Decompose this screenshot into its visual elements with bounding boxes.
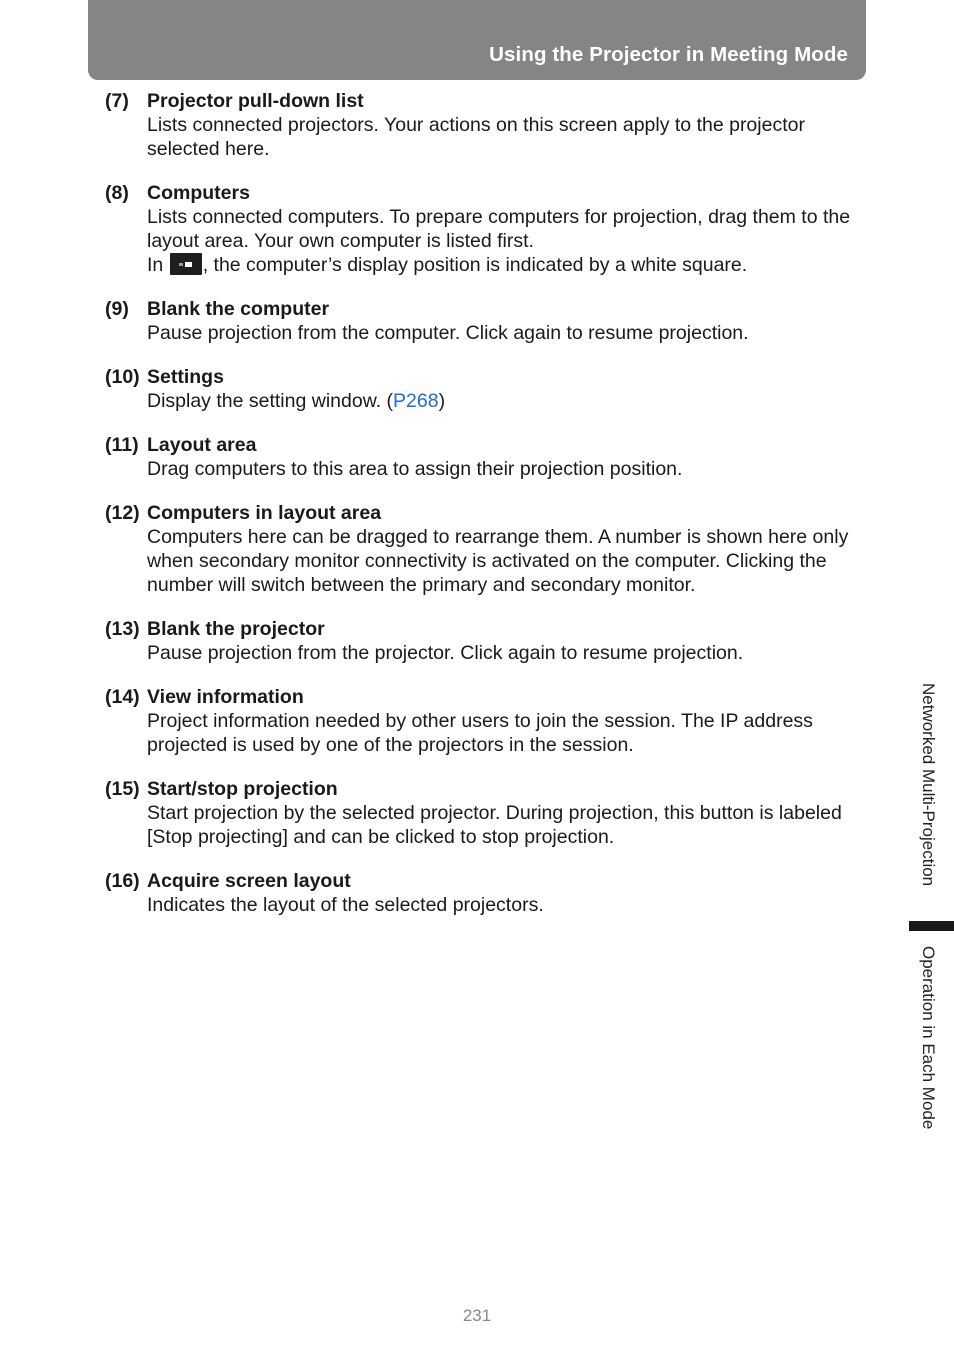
item-13 [105,617,855,665]
item-title: View information [147,686,304,708]
item-number: (9) [105,298,129,320]
item-list [105,89,855,937]
item-heading [105,365,855,389]
item-8 [105,181,855,277]
item-number: (10) [105,366,140,388]
link-line-before: Display the setting window. ( [147,390,394,412]
item-title: Layout area [147,434,257,456]
item-description [147,709,855,757]
item-heading [105,617,855,641]
page-header [88,0,866,80]
description-text: Start projection by the selected projector. During projection, this button is labeled [Stop projecting] and can be clicked to stop projection. [147,802,842,848]
description-text: Lists connected computers. To prepare computers for projection, drag them to the layout area. Your own computer is listed first. [147,206,851,252]
item-number: (16) [105,870,140,892]
item-heading [105,433,855,457]
item-description [147,525,855,597]
item-description [147,641,855,665]
item-description [147,205,855,277]
item-heading [105,501,855,525]
item-description [147,801,855,849]
item-description [147,893,855,917]
item-title: Projector pull-down list [147,90,364,112]
item-title: Blank the computer [147,298,330,320]
description-text: Computers here can be dragged to rearrange them. A number is shown here only when secondary monitor connectivity is activated on the computer. Clicking the number will switch between the primary and secondary monitor. [147,526,849,596]
item-number: (8) [105,182,129,204]
item-9 [105,297,855,345]
item-description [147,457,855,481]
item-description [147,321,855,345]
item-number: (7) [105,90,129,112]
header-title: Using the Projector in Meeting Mode [489,43,848,66]
item-description [147,113,855,161]
item-number: (12) [105,502,140,524]
item-number: (14) [105,686,140,708]
description-text: Pause projection from the projector. Click again to resume projection. [147,642,744,664]
item-heading [105,181,855,205]
page-reference-link[interactable]: P268 [393,390,439,412]
item-title: Settings [147,366,224,388]
item-description [147,389,855,413]
item-number: (11) [105,434,139,456]
item-heading [105,869,855,893]
item-heading [105,89,855,113]
item-title: Computers [147,182,250,204]
description-text: Indicates the layout of the selected projectors. [147,894,544,916]
description-text: Lists connected projectors. Your actions on this screen apply to the projector selected here. [147,114,805,160]
item-title: Blank the projector [147,618,325,640]
display-position-icon [170,253,202,275]
item-number: (13) [105,618,140,640]
item-number: (15) [105,778,140,800]
description-link-line [147,389,855,413]
item-heading [105,777,855,801]
item-title: Acquire screen layout [147,870,351,892]
item-heading [105,685,855,709]
description-icon-line [147,253,855,277]
description-text: Project information needed by other users to join the session. The IP address projected is used by one of the projectors in the session. [147,710,813,756]
item-heading [105,297,855,321]
icon-line-after: , the computer’s display position is indicated by a white square. [202,254,748,276]
item-title: Computers in layout area [147,502,382,524]
item-15 [105,777,855,849]
item-title: Start/stop projection [147,778,338,800]
icon-line-before: In [147,254,169,276]
description-text: Drag computers to this area to assign their projection position. [147,458,683,480]
item-12 [105,501,855,597]
item-16 [105,869,855,917]
link-line-after: ) [438,390,446,412]
sidebar-chapter-label[interactable]: Operation in Each Mode [919,946,938,1130]
description-text: Pause projection from the computer. Click again to resume projection. [147,322,749,344]
item-7 [105,89,855,161]
item-14 [105,685,855,757]
sidebar-section-label[interactable]: Networked Multi-Projection [919,683,938,887]
item-10 [105,365,855,413]
page-number: 231 [462,1306,492,1325]
sidebar-tab-marker [909,921,954,931]
item-11 [105,433,855,481]
